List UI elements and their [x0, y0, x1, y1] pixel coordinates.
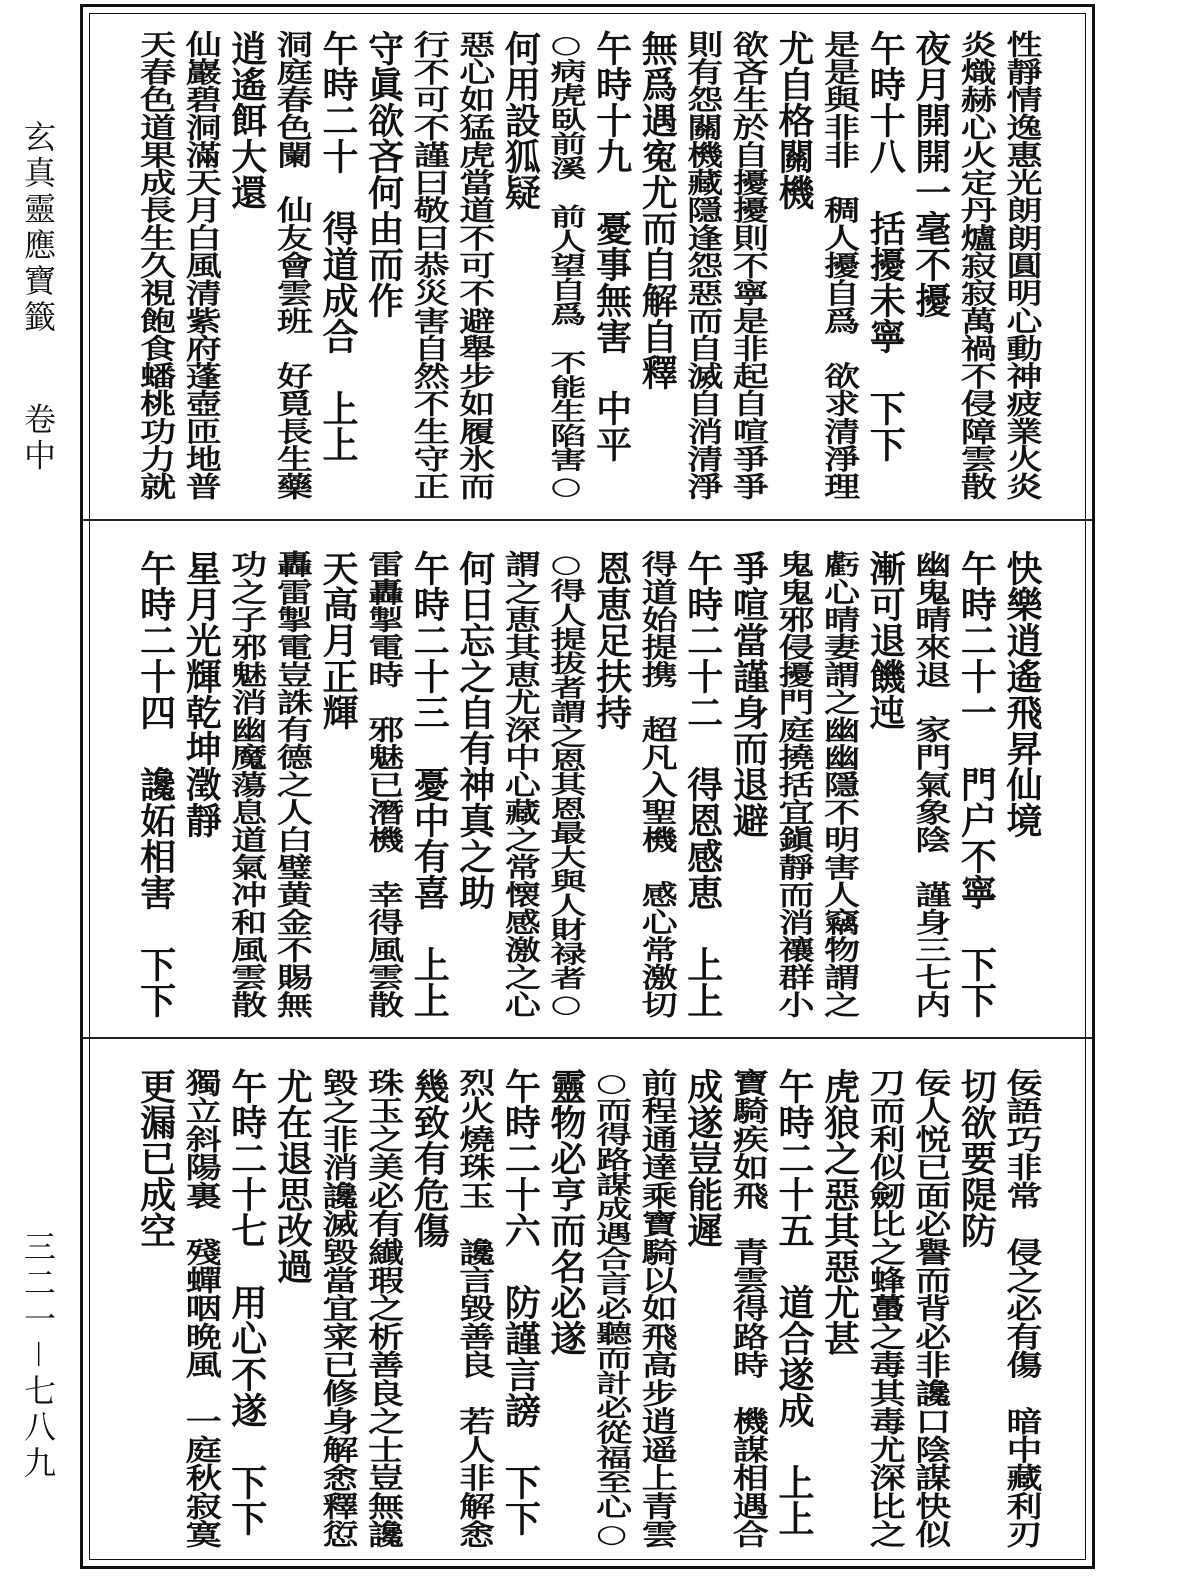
- text-column: 得道始提携 超凡入聖機 感心常激切: [636, 550, 679, 1018]
- text-column: 佞語巧非常 侵之必有傷 暗中藏利刃: [1001, 1068, 1043, 1548]
- text-column: 星月光輝乾坤澂靜: [180, 550, 223, 838]
- text-column: 恩恵足扶持: [590, 550, 633, 730]
- text-column: 幽鬼晴來退 家門氣象陰 謹身三七内: [909, 550, 952, 1018]
- text-column: 午時二十五 道合遂成 上上: [773, 1068, 815, 1536]
- text-column: 靈物必亨而名必遂: [545, 1068, 587, 1356]
- text-column: 午時二十三 憂中有喜 上上: [408, 550, 451, 1018]
- text-column: 切欲要隄防: [955, 1068, 998, 1248]
- text-column: 刀而利似劒比之蜂蠆之毒其毒尤深比之: [864, 1068, 907, 1548]
- text-column: 烈火燒珠玉 讒言毀善良 若人非解悆: [453, 1068, 496, 1548]
- text-column: 夜月開開一毫不擾: [909, 30, 952, 318]
- text-column: 快樂逍遙飛昇仙境: [1001, 550, 1043, 838]
- text-column: ○病虎臥前溪 前人望自爲 不能生陷害○: [545, 30, 587, 500]
- book-title: 玄真靈應寶籤: [19, 120, 57, 336]
- text-column: 爭喧當謹身而退避: [727, 550, 770, 838]
- text-column: 尤在退思改過: [271, 1068, 314, 1284]
- text-column: 炎熾赫心火定丹爐寂寂萬禍不侵障雲散: [955, 30, 998, 500]
- text-column: 功之子邪魅消幽魔蕩息道氣冲和風雲散: [225, 550, 268, 1018]
- text-column: 寶騎疾如飛 青雲得路時 機謀相遇合: [727, 1068, 770, 1548]
- text-column: 行不可不謹曰敬曰恭災害自然不生守正: [408, 30, 451, 500]
- text-column: 何用設狐疑: [499, 30, 542, 210]
- text-column: 虧心晴妻謂之幽幽隱不明害人竊物謂之: [818, 550, 861, 1018]
- text-column: 幾致有危傷: [408, 1068, 451, 1248]
- text-column: 虎狼之惡其惡尤甚: [818, 1068, 861, 1356]
- text-column: 守眞欲吝何由而作: [362, 30, 405, 318]
- text-column: 午時二十七 用心不遂 下下: [225, 1068, 268, 1536]
- text-column: 午時二十四 讒妬相害 下下: [134, 550, 177, 1018]
- text-column: 獨立斜陽裏 殘蟬咽晩風 一庭秋寂寞: [180, 1068, 223, 1548]
- text-column: 成遂豈能遲: [681, 1068, 724, 1248]
- text-column: ○而得路謀成遇合言必聽而計必從福至心○: [590, 1068, 633, 1548]
- page-number: 三二一－七八九: [19, 1230, 57, 1483]
- text-column: 更漏已成空: [134, 1068, 177, 1248]
- text-column: 毀之非消讒滅毀當宜寀已修身解悆釋愆: [317, 1068, 359, 1548]
- text-column: 天春色道果成長生久視飽食蟠桃功力就: [134, 30, 177, 500]
- text-column: 何日忘之自有神真之助: [453, 550, 496, 910]
- text-column: 性靜情逸惠光朗朗圓明心動神疲業火炎: [1001, 30, 1043, 500]
- text-column: 午時二十六 防謹言謗 下下: [499, 1068, 542, 1536]
- text-column: 午時二十 得道成合 上上: [317, 30, 359, 462]
- section-divider-2: [83, 1037, 1092, 1039]
- text-column: 謂之恵其恵尤深中心藏之常懐感激之心: [499, 550, 542, 1018]
- text-column: 午時二十二 得恩感恵 上上: [681, 550, 724, 1018]
- text-column: 鬼鬼邪侵擾門庭撓括宜鎭靜而消禳群小: [773, 550, 815, 1018]
- volume-label: 卷中: [19, 402, 57, 475]
- section-divider-1: [83, 519, 1092, 521]
- left-margin-title: [19, 120, 57, 475]
- text-column: 天高月正輝: [317, 550, 359, 730]
- text-column: 前程通達乘寶騎以如飛高步逍遥上青雲: [636, 1068, 679, 1548]
- text-column: 是是與非非 稠人擾自爲 欲求清淨理: [818, 30, 861, 500]
- text-column: 無爲遇寃尤而自解自釋: [636, 30, 679, 390]
- text-column: 仙巖碧洞滿天月白風清紫府蓬壺匝地普: [180, 30, 223, 500]
- text-column: 逍遙餌大還: [225, 30, 268, 210]
- text-column: 珠玉之美必有纎瑕之析善良之士豈無讒: [362, 1068, 405, 1548]
- text-column: 午時十八 括擾未寧 下下: [864, 30, 907, 462]
- text-column: 欲吝生於自擾擾則不寧是非起自喧爭爭: [727, 30, 770, 500]
- text-column: 漸可退饑迍: [864, 550, 907, 730]
- left-margin-page-number: [19, 1230, 57, 1483]
- text-column: 佞人悦已面必譽而背必非讒口陰謀快似: [909, 1068, 952, 1548]
- text-column: 雷轟掣電時 邪魅已潛機 幸得風雲散: [362, 550, 405, 1018]
- text-column: 尤自格關機: [773, 30, 815, 210]
- text-column: ○得人提拔者謂之恩其恩最大與人財禄者○: [545, 550, 587, 1018]
- text-column: 轟雷掣電豈誅有德之人白璧黄金不賜無: [271, 550, 314, 1018]
- text-column: 惡心如猛虎當道不可不避舉步如履氷而: [453, 30, 496, 500]
- text-column: 則有怨關機藏隱逢怨惡而自滅自消清淨: [681, 30, 724, 500]
- text-column: 洞庭春色闌 仙友會雲班 好覓長生藥: [271, 30, 314, 500]
- text-column: 午時二十一 門户不寧 下下: [955, 550, 998, 1018]
- text-column: 午時十九 憂事無害 中平: [590, 30, 633, 462]
